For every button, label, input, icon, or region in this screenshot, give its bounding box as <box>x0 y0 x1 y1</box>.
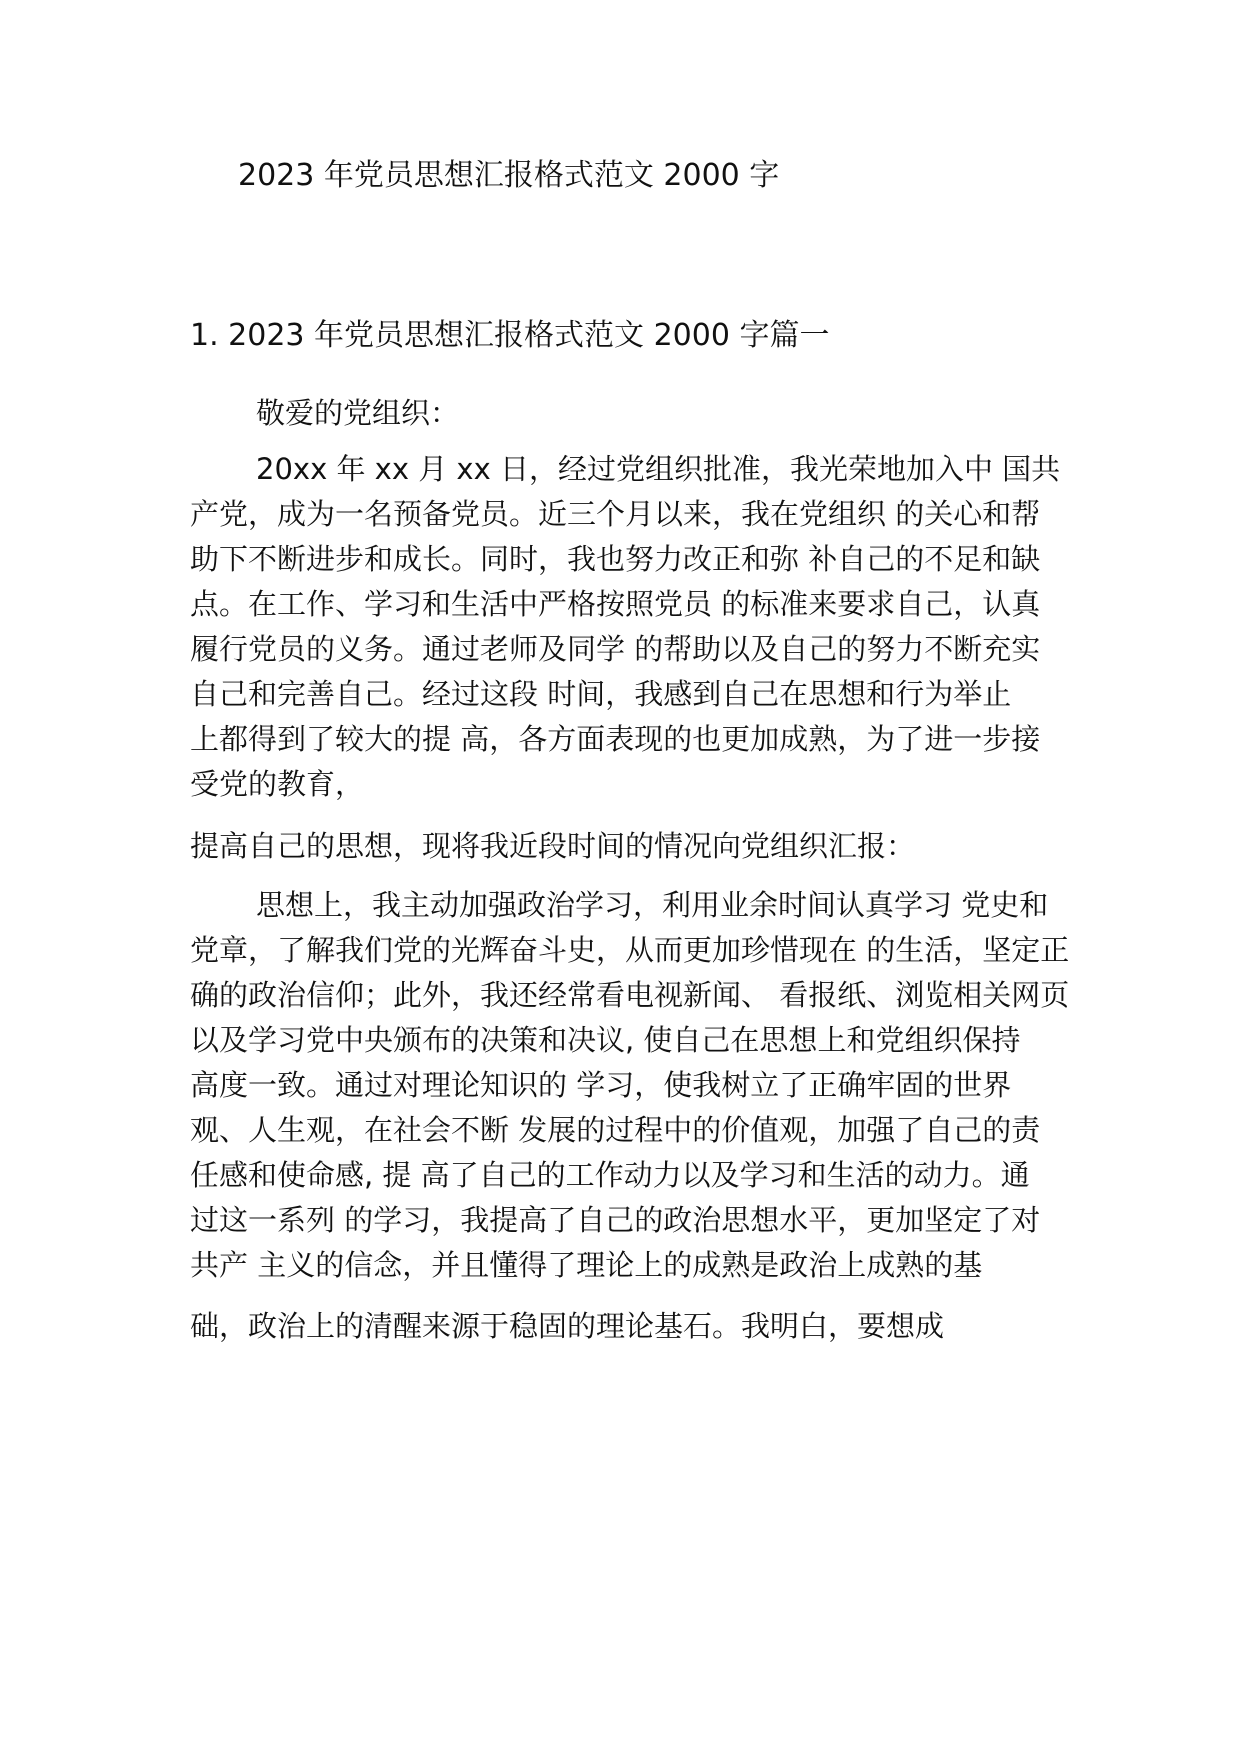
body-line: 受党的教育， <box>190 767 365 801</box>
body-line: 助下不断进步和成长。同时，我也努力改正和弥 补自己的不足和缺 <box>190 542 1041 576</box>
body-line: 履行党员的义务。通过老师及同学 的帮助以及自己的努力不断充实 <box>190 632 1041 666</box>
section-heading: 1. 2023 年党员思想汇报格式范文 2000 字篇一 <box>190 318 830 353</box>
body-line: 过这一系列 的学习，我提高了自己的政治思想水平，更加坚定了对 <box>190 1203 1041 1237</box>
body-line: 础，政治上的清醒来源于稳固的理论基石。我明白，要想成 <box>190 1309 945 1343</box>
body-line: 产党，成为一名预备党员。近三个月以来，我在党组织 的关心和帮 <box>190 497 1041 531</box>
document-title: 2023 年党员思想汇报格式范文 2000 字 <box>238 158 780 193</box>
body-line: 20xx 年 xx 月 xx 日，经过党组织批准，我光荣地加入中 国共 <box>256 452 1061 486</box>
body-line: 任感和使命感, 提 高了自己的工作动力以及学习和生活的动力。通 <box>190 1158 1030 1192</box>
salutation-line: 敬爱的党组织： <box>256 396 460 430</box>
body-line: 共产 主义的信念，并且懂得了理论上的成熟是政治上成熟的基 <box>190 1248 983 1282</box>
body-line: 提高自己的思想，现将我近段时间的情况向党组织汇报： <box>190 829 916 863</box>
body-line: 思想上，我主动加强政治学习，利用业余时间认真学习 党史和 <box>256 888 1049 922</box>
body-line: 点。在工作、学习和生活中严格按照党员 的标准来要求自己，认真 <box>190 587 1041 621</box>
body-line: 上都得到了较大的提 高，各方面表现的也更加成熟，为了进一步接 <box>190 722 1041 756</box>
body-line: 观、人生观，在社会不断 发展的过程中的价值观，加强了自己的责 <box>190 1113 1041 1147</box>
body-line: 高度一致。通过对理论知识的 学习，使我树立了正确牢固的世界 <box>190 1068 1012 1102</box>
body-line: 党章，了解我们党的光辉奋斗史，从而更加珍惜现在 的生活，坚定正 <box>190 933 1070 967</box>
body-line: 以及学习党中央颁布的决策和决议, 使自己在思想上和党组织保持 <box>190 1023 1021 1057</box>
body-line: 自己和完善自己。经过这段 时间，我感到自己在思想和行为举止 <box>190 677 1012 711</box>
body-line: 确的政治信仰；此外，我还经常看电视新闻、 看报纸、浏览相关网页 <box>190 978 1070 1012</box>
